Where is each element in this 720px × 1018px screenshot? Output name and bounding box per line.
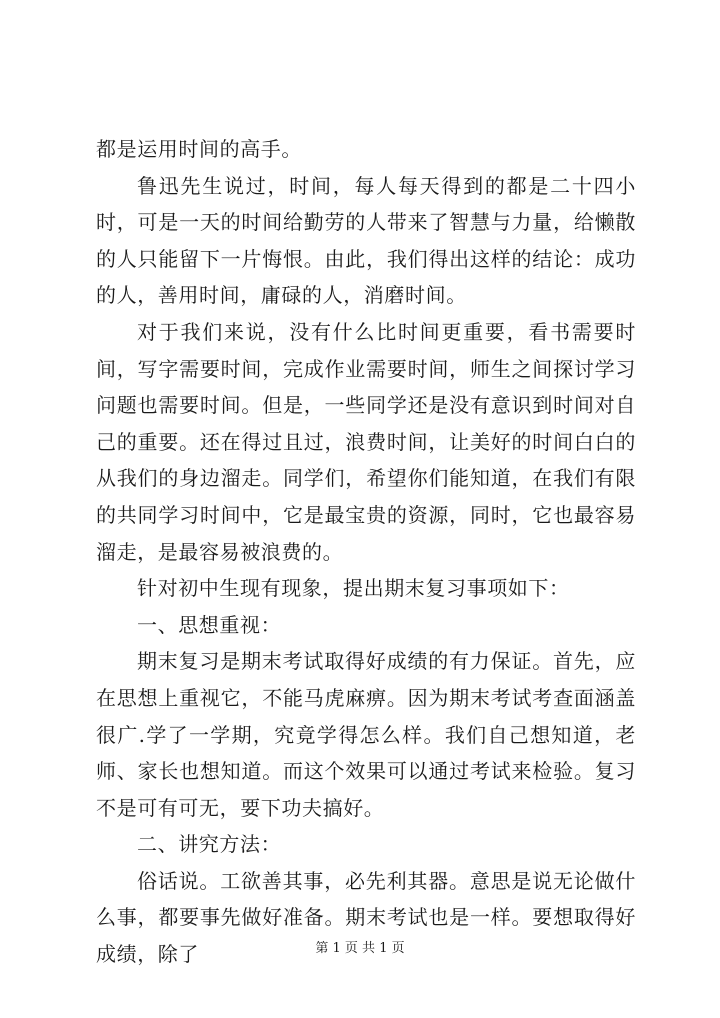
section-heading-2: 二、讲究方法： [137,832,282,857]
page-footer [0,940,720,958]
document-body [96,131,636,973]
paragraph-4: 针对初中生现有现象，提出期末复习事项如下： [137,576,570,601]
paragraph-3: 对于我们来说，没有什么比时间更重要，看书需要时间，写字需要时间，完成作业需要时间，师生之间探讨学习问题也需要时间。但是，一些同学还是没有意识到时间对自己的重要。还在得过且过，浪费时间，让美好的时间白白的从我们的身边溜走。同学们，希望你们能知道，在我们有限的共同学习时间中，它是最宝贵的资源，同时，它也最容易溜走，是最容易被浪费的。 [96,319,636,564]
paragraph-2: 鲁迅先生说过，时间，每人每天得到的都是二十四小时，可是一天的时间给勤劳的人带来了智慧与力量，给懒散的人只能留下一片悔恨。由此，我们得出这样的结论：成功的人，善用时间，庸碌的人，消磨时间。 [96,173,636,308]
paragraph-6: 俗话说。工欲善其事，必先利其器。意思是说无论做什么事，都要事先做好准备。期末考试也是一样。要想取得好成绩，除了 [96,868,636,967]
paragraph-1: 都是运用时间的高手。 [96,137,302,161]
section-heading-1: 一、思想重视： [137,612,282,637]
page-number-label: 第 1 页 共 1 页 [315,941,405,956]
paragraph-5: 期末复习是期末考试取得好成绩的有力保证。首先，应在思想上重视它，不能马虎麻痹。因为期末考试考查面涵盖很广.学了一学期，究竟学得怎么样。我们自己想知道，老师、家长也想知道。而这个效果可以通过考试来检验。复习不是可有可无，要下功夫搞好。 [96,649,636,820]
